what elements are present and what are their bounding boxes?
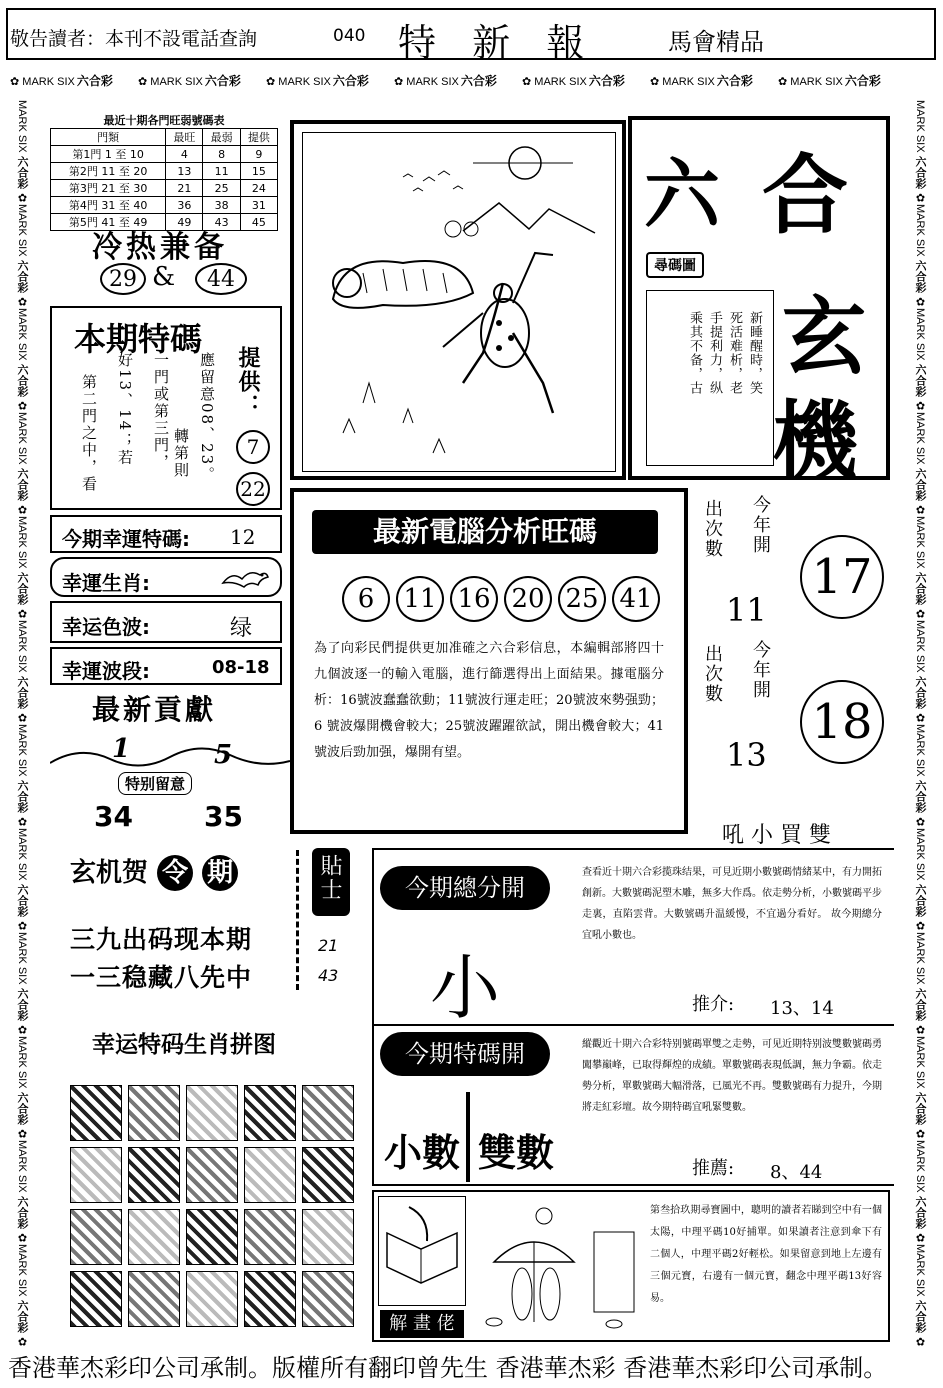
brand-text: MARK SIX bbox=[16, 620, 28, 673]
table-cell: 11 bbox=[203, 163, 240, 180]
brand-logo: ✿ MARK SIX 六合彩 bbox=[778, 74, 881, 88]
tema-paragraph: 縱觀近十期六合彩特别號碼單雙之走勢，可见近期特别波雙數號碼勇闖攀巔峰，已取得輝煌的成績。單數號碼表現低調，無力争霸。依走勢分析，單數號碼大幅滑落，已風光不再。雙數號碼有力提升，今期將走紅彩壇。故今期特碼宜吼緊雙數。 bbox=[582, 1039, 882, 1113]
brand-text: MARK SIX bbox=[16, 516, 28, 569]
brand-text: MARK SIX bbox=[16, 724, 28, 777]
special-provide: 提供： bbox=[235, 346, 260, 418]
liuhe-char-3: 玄 bbox=[782, 287, 867, 386]
brand-text: MARK SIX bbox=[16, 308, 28, 361]
brand-cn: 六合彩 bbox=[204, 74, 241, 88]
brand-cn: 六合彩 bbox=[914, 779, 926, 813]
cold-hot-title: 冷热兼备 bbox=[92, 230, 228, 265]
puzzle-tile bbox=[244, 1209, 296, 1265]
brand-logo: MARK SIX 六合彩 ✿ bbox=[914, 1244, 926, 1349]
lucky-special-label: 今期幸運特碼: bbox=[62, 527, 190, 551]
col-header: 最旺 bbox=[166, 129, 203, 146]
puzzle-tile bbox=[186, 1209, 238, 1265]
brand-text: MARK SIX bbox=[16, 1036, 28, 1089]
brand-cn: 六合彩 bbox=[844, 74, 881, 88]
brand-text: MARK SIX bbox=[406, 76, 459, 88]
brand-logo: ✿ MARK SIX 六合彩 bbox=[522, 74, 625, 88]
puzzle-tile bbox=[302, 1147, 354, 1203]
puzzle-tile bbox=[302, 1271, 354, 1327]
brand-cn: 六合彩 bbox=[914, 1195, 926, 1229]
tema-section bbox=[372, 1026, 894, 1186]
contribution-note: 特别留意 bbox=[118, 772, 192, 795]
total-big: 小 bbox=[430, 947, 500, 1029]
brand-text: MARK SIX bbox=[914, 204, 926, 257]
computer-number: 25 bbox=[558, 576, 606, 622]
brand-text: MARK SIX bbox=[914, 620, 926, 673]
cold-hot-num2 bbox=[195, 263, 247, 295]
computer-number: 41 bbox=[612, 576, 660, 622]
special-col: 轉第則 bbox=[172, 428, 190, 479]
brand-logo: MARK SIX 六合彩 ✿ bbox=[914, 516, 926, 621]
story-illustration bbox=[290, 120, 626, 480]
brand-text: MARK SIX bbox=[150, 76, 203, 88]
brand-text: MARK SIX bbox=[16, 828, 28, 881]
lucky-zodiac-label: 幸運生肖: bbox=[62, 571, 150, 595]
brand-cn: 六合彩 bbox=[914, 987, 926, 1021]
brand-logo: MARK SIX 六合彩 ✿ bbox=[914, 204, 926, 309]
brand-logo: MARK SIX 六合彩 ✿ bbox=[914, 412, 926, 517]
brand-cn: 六合彩 bbox=[914, 571, 926, 605]
brand-cn: 六合彩 bbox=[588, 74, 625, 88]
liuhe-char-1: 六 bbox=[644, 150, 720, 239]
brand-logo: MARK SIX 六合彩 ✿ bbox=[914, 724, 926, 829]
puzzle-tile bbox=[302, 1085, 354, 1141]
puzzle-tile bbox=[186, 1271, 238, 1327]
brand-cn: 六合彩 bbox=[716, 74, 753, 88]
count1-big-text: 17 bbox=[811, 549, 873, 605]
brand-logo: MARK SIX 六合彩 ✿ bbox=[16, 308, 28, 413]
brand-strip-top bbox=[10, 70, 900, 92]
xuanji-line1: 三九出码现本期 bbox=[70, 925, 253, 954]
computer-paragraph: 為了向彩民們提供更加准確之六合彩信息，本編輯部將四十九個波逐一的輸入電腦，進行篩選得出上面結果。據電腦分析：16號波蠢蠢欲動；11號波行運走旺；20號波來勢强勁；6 號波爆開機會較大；25號波躍躍欲試，開出機會較大；41號波后勁加强，爆開有望。 bbox=[314, 641, 664, 760]
header-bar bbox=[6, 8, 936, 65]
computer-number: 11 bbox=[396, 576, 444, 622]
tema-word-2: 雙數 bbox=[478, 1131, 555, 1175]
table-row bbox=[51, 163, 278, 180]
puzzle-tile bbox=[128, 1209, 180, 1265]
header-subtitle: 馬會精品 bbox=[668, 28, 764, 56]
book-illustration bbox=[378, 1196, 466, 1306]
table-row bbox=[51, 146, 278, 163]
lucky-band-label: 幸運波段: bbox=[62, 659, 150, 683]
lucky-special-value: 12 bbox=[230, 525, 256, 549]
dragon-icon bbox=[220, 565, 270, 591]
tip-label: 貼士 bbox=[317, 854, 342, 902]
brand-logo: MARK SIX 六合彩 ✿ bbox=[914, 932, 926, 1037]
brand-cn: 六合彩 bbox=[914, 259, 926, 293]
total-recommend-value: 13、14 bbox=[770, 998, 834, 1019]
page-title: 特 新 報 bbox=[398, 21, 589, 65]
puzzle-tile bbox=[70, 1209, 122, 1265]
brand-cn: 六合彩 bbox=[914, 155, 926, 189]
tema-recommend-label: 推薦: bbox=[692, 1158, 735, 1179]
col-header: 門類 bbox=[51, 129, 166, 146]
table-cell: 45 bbox=[240, 214, 277, 231]
count2-label1: 出次數 bbox=[702, 644, 723, 704]
notice-text: 敬告讀者：本刊不設電話查詢 bbox=[10, 28, 258, 50]
brand-logo: ✿ MARK SIX 六合彩 bbox=[650, 74, 753, 88]
count-box-1 bbox=[700, 495, 900, 635]
special-num2-text: 22 bbox=[240, 477, 266, 501]
table-cell: 第4門 31 至 40 bbox=[51, 197, 166, 214]
lucky-zodiac-row bbox=[50, 557, 282, 597]
special-num1 bbox=[236, 430, 270, 464]
puzzle-title: 幸运特码生肖拼图 bbox=[92, 1032, 276, 1058]
tema-recommend-value: 8、44 bbox=[770, 1162, 823, 1183]
total-label: 今期總分開 bbox=[380, 866, 550, 910]
table-cell: 43 bbox=[203, 214, 240, 231]
brand-text: MARK SIX bbox=[662, 76, 715, 88]
puzzle-tile bbox=[128, 1085, 180, 1141]
brand-logo: MARK SIX 六合彩 ✿ bbox=[914, 1140, 926, 1245]
table-cell: 第2門 11 至 20 bbox=[51, 163, 166, 180]
brand-text: MARK SIX bbox=[16, 204, 28, 257]
table-cell: 25 bbox=[203, 180, 240, 197]
puzzle-tile bbox=[244, 1271, 296, 1327]
contribution-v2: 35 bbox=[204, 800, 243, 833]
brand-text: MARK SIX bbox=[914, 1244, 926, 1297]
small-double-title: 吼 小 買 雙 bbox=[722, 823, 831, 848]
contribution-n2: 5 bbox=[214, 740, 233, 770]
brand-cn: 六合彩 bbox=[332, 74, 369, 88]
total-section bbox=[372, 848, 894, 1029]
puzzle-tile bbox=[186, 1147, 238, 1203]
table-cell: 38 bbox=[203, 197, 240, 214]
puzzle-tile bbox=[244, 1147, 296, 1203]
brand-cn: 六合彩 bbox=[914, 675, 926, 709]
tip-number-2: 43 bbox=[318, 966, 339, 985]
brand-logo: MARK SIX 六合彩 ✿ bbox=[16, 828, 28, 933]
computer-box bbox=[290, 488, 688, 834]
brand-cn: 六合彩 bbox=[16, 1195, 28, 1229]
xuanji-title-b: 令 bbox=[157, 855, 193, 891]
total-paragraph: 查看近十期六合彩揽珠结果，可見近期小數號碼情緒某中，有力開拓創新。大數號碼泥塑木雕，無多大作爲。依走勢分析，小數號碼平步走裏，直陷雲背。大數號碼升温緩慢，不宜過分看好。 故今期總分宜吼小數也。 bbox=[582, 867, 882, 941]
brand-text: MARK SIX bbox=[914, 828, 926, 881]
count2-big bbox=[800, 680, 884, 764]
table-cell: 21 bbox=[166, 180, 203, 197]
puzzle-tile bbox=[70, 1147, 122, 1203]
table-cell: 8 bbox=[203, 146, 240, 163]
brand-cn: 六合彩 bbox=[16, 1299, 28, 1333]
brand-logo: MARK SIX 六合彩 ✿ bbox=[16, 100, 28, 205]
table-row bbox=[51, 197, 278, 214]
brand-logo: MARK SIX 六合彩 ✿ bbox=[16, 724, 28, 829]
computer-title: 最新電腦分析旺碼 bbox=[312, 510, 658, 554]
table-cell: 第5門 41 至 49 bbox=[51, 214, 166, 231]
brand-logo: MARK SIX 六合彩 ✿ bbox=[16, 1244, 28, 1349]
brand-logo: MARK SIX 六合彩 ✿ bbox=[914, 620, 926, 725]
brand-logo: ✿ MARK SIX 六合彩 bbox=[394, 74, 497, 88]
liuhe-char-4: 機 bbox=[772, 391, 858, 492]
special-num1-text: 7 bbox=[246, 435, 260, 459]
count1-big bbox=[800, 535, 884, 619]
xuanji-title-c: 期 bbox=[202, 855, 238, 891]
contribution-v1: 34 bbox=[94, 800, 133, 833]
brand-cn: 六合彩 bbox=[16, 259, 28, 293]
puzzle-grid bbox=[70, 1085, 360, 1345]
brand-logo: MARK SIX 六合彩 ✿ bbox=[16, 1140, 28, 1245]
tip-box bbox=[312, 848, 350, 916]
brand-text: MARK SIX bbox=[16, 412, 28, 465]
brand-text: MARK SIX bbox=[914, 1036, 926, 1089]
brand-logo: MARK SIX 六合彩 ✿ bbox=[914, 308, 926, 413]
brand-text: MARK SIX bbox=[278, 76, 331, 88]
brand-logo: MARK SIX 六合彩 ✿ bbox=[16, 204, 28, 309]
brand-text: MARK SIX bbox=[914, 308, 926, 361]
brand-cn: 六合彩 bbox=[460, 74, 497, 88]
puzzle-tile bbox=[302, 1209, 354, 1265]
table-cell: 24 bbox=[240, 180, 277, 197]
brand-cn: 六合彩 bbox=[914, 363, 926, 397]
brand-strip-left bbox=[10, 100, 36, 1349]
issue-number: 040 bbox=[333, 26, 366, 46]
special-col: 第二門之中，看 bbox=[80, 374, 98, 493]
puzzle-tile bbox=[186, 1085, 238, 1141]
brand-logo: MARK SIX 六合彩 ✿ bbox=[16, 412, 28, 517]
tema-word-1: 小數 bbox=[384, 1131, 461, 1175]
brand-cn: 六合彩 bbox=[16, 571, 28, 605]
brand-logo: MARK SIX 六合彩 ✿ bbox=[16, 1036, 28, 1141]
brand-cn: 六合彩 bbox=[16, 883, 28, 917]
brand-text: MARK SIX bbox=[16, 1244, 28, 1297]
brand-logo: MARK SIX 六合彩 ✿ bbox=[16, 516, 28, 621]
brand-logo: ✿ MARK SIX 六合彩 bbox=[266, 74, 369, 88]
door-table-title: 最近十期各門旺弱號碼表 bbox=[103, 114, 225, 127]
table-cell: 第3門 21 至 30 bbox=[51, 180, 166, 197]
brand-text: MARK SIX bbox=[914, 932, 926, 985]
picture-box bbox=[372, 1190, 890, 1342]
brand-text: MARK SIX bbox=[790, 76, 843, 88]
table-cell: 36 bbox=[166, 197, 203, 214]
brand-text: MARK SIX bbox=[914, 1140, 926, 1193]
brand-text: MARK SIX bbox=[914, 516, 926, 569]
computer-number: 20 bbox=[504, 576, 552, 622]
brand-cn: 六合彩 bbox=[16, 987, 28, 1021]
computer-number: 16 bbox=[450, 576, 498, 622]
brand-cn: 六合彩 bbox=[16, 675, 28, 709]
brand-logo: MARK SIX 六合彩 ✿ bbox=[914, 1036, 926, 1141]
scroll-picture bbox=[646, 290, 774, 466]
table-cell: 15 bbox=[240, 163, 277, 180]
brand-cn: 六合彩 bbox=[914, 1091, 926, 1125]
puzzle-tile bbox=[244, 1085, 296, 1141]
table-cell: 13 bbox=[166, 163, 203, 180]
cold-hot-amp: & bbox=[152, 262, 176, 292]
brand-text: MARK SIX bbox=[22, 76, 75, 88]
brand-text: MARK SIX bbox=[914, 724, 926, 777]
special-num2 bbox=[236, 472, 270, 506]
contribution-n1: 1 bbox=[112, 734, 131, 764]
door-table-header bbox=[51, 129, 278, 146]
brand-logo: MARK SIX 六合彩 ✿ bbox=[16, 932, 28, 1037]
tema-divider bbox=[466, 1092, 470, 1182]
brand-cn: 六合彩 bbox=[914, 467, 926, 501]
brand-cn: 六合彩 bbox=[16, 363, 28, 397]
puzzle-tile bbox=[70, 1085, 122, 1141]
lucky-color-label: 幸运色波: bbox=[62, 615, 150, 639]
count1-times: 11 bbox=[726, 591, 767, 629]
table-row bbox=[51, 180, 278, 197]
scroll-line: 手提利力，纵 bbox=[707, 311, 722, 395]
book-icon bbox=[379, 1197, 465, 1305]
brand-logo: MARK SIX 六合彩 ✿ bbox=[914, 100, 926, 205]
lucky-color-row bbox=[50, 601, 282, 643]
count1-label2: 今年開 bbox=[750, 495, 771, 555]
count-box-2 bbox=[700, 640, 900, 780]
lucky-band-row bbox=[50, 647, 282, 685]
special-title: 本期特碼 bbox=[74, 320, 203, 358]
special-col: 一門或第三門， bbox=[152, 352, 170, 471]
tip-number-1: 21 bbox=[318, 936, 339, 955]
xuanji-dashed-line bbox=[296, 850, 299, 990]
tiger-warrior-illustration bbox=[303, 133, 615, 471]
cold-hot-num1-text: 29 bbox=[109, 266, 137, 292]
brand-logo: MARK SIX 六合彩 ✿ bbox=[16, 620, 28, 725]
table-cell: 9 bbox=[240, 146, 277, 163]
table-cell: 49 bbox=[166, 214, 203, 231]
brand-text: MARK SIX bbox=[16, 1140, 28, 1193]
tema-label: 今期特碼開 bbox=[380, 1032, 550, 1076]
brand-cn: 六合彩 bbox=[16, 779, 28, 813]
wave-decoration bbox=[50, 735, 290, 775]
brand-cn: 六合彩 bbox=[914, 1299, 926, 1333]
scroll-line: 乘其不备，古 bbox=[687, 311, 702, 395]
picture-paragraph: 第叁拾玖期尋寶圖中，聰明的讀者若睇到空中有一個太陽，中理平碼10好捕單。如果讀者注意到傘下有二個人，中理平碼2好輕松。如果留意到地上左邊有三個元寶，右邊有一個元寶，翻念中理平碼13好容易。 bbox=[650, 1205, 882, 1304]
col-header: 提供 bbox=[240, 129, 277, 146]
liuhe-box bbox=[628, 116, 890, 492]
brand-logo: ✿ MARK SIX 六合彩 bbox=[138, 74, 241, 88]
illustration-frame bbox=[302, 132, 616, 472]
door-table bbox=[50, 112, 278, 231]
brand-logo: ✿ MARK SIX 六合彩 bbox=[10, 74, 113, 88]
special-box bbox=[50, 306, 282, 510]
brand-cn: 六合彩 bbox=[16, 1091, 28, 1125]
brand-text: MARK SIX bbox=[534, 76, 587, 88]
puzzle-tile bbox=[128, 1147, 180, 1203]
liuhe-char-2: 合 bbox=[762, 145, 848, 246]
lucky-band-value: 08-18 bbox=[212, 657, 270, 678]
table-cell: 4 bbox=[166, 146, 203, 163]
brand-strip-right bbox=[908, 100, 934, 1349]
count2-label2: 今年開 bbox=[750, 640, 771, 700]
count2-times: 13 bbox=[726, 736, 767, 774]
brand-cn: 六合彩 bbox=[914, 883, 926, 917]
brand-logo: MARK SIX 六合彩 ✿ bbox=[914, 828, 926, 933]
contribution-title: 最新貢獻 bbox=[92, 693, 217, 726]
cold-hot-num1 bbox=[100, 263, 146, 295]
lucky-color-value: 绿 bbox=[230, 616, 253, 641]
brand-cn: 六合彩 bbox=[16, 155, 28, 189]
count1-label1: 出次數 bbox=[702, 499, 723, 559]
picture-label: 解 畫 佬 bbox=[380, 1310, 464, 1338]
scroll-line: 新睡醒時，笑 bbox=[747, 311, 762, 395]
cold-hot-num2-text: 44 bbox=[207, 266, 235, 292]
total-recommend-label: 推介: bbox=[692, 994, 735, 1015]
table-cell: 31 bbox=[240, 197, 277, 214]
umbrella-scene-illustration bbox=[474, 1202, 644, 1336]
col-header: 最弱 bbox=[203, 129, 240, 146]
xuanji-line2: 一三稳藏八先中 bbox=[70, 963, 253, 992]
brand-cn: 六合彩 bbox=[76, 74, 113, 88]
liuhe-seal: 尋碼圖 bbox=[646, 252, 704, 278]
brand-text: MARK SIX bbox=[16, 100, 28, 153]
scroll-line: 死活难析，老 bbox=[727, 311, 742, 395]
brand-cn: 六合彩 bbox=[16, 467, 28, 501]
computer-numbers bbox=[342, 576, 662, 622]
count2-big-text: 18 bbox=[811, 694, 873, 750]
lucky-special-row bbox=[50, 515, 282, 553]
brand-text: MARK SIX bbox=[914, 412, 926, 465]
computer-number: 6 bbox=[342, 576, 390, 622]
puzzle-tile bbox=[128, 1271, 180, 1327]
xuanji-title-a: 玄机贺 bbox=[70, 858, 149, 888]
brand-text: MARK SIX bbox=[914, 100, 926, 153]
special-col: 應留意08、23。 bbox=[198, 352, 216, 484]
brand-text: MARK SIX bbox=[16, 932, 28, 985]
footer-text: 香港華杰彩印公司承制。版權所有翻印曾先生 香港華杰彩 香港華杰彩印公司承制。 bbox=[8, 1354, 888, 1382]
puzzle-tile bbox=[70, 1271, 122, 1327]
table-cell: 第1門 1 至 10 bbox=[51, 146, 166, 163]
special-col: 好13、14；若 bbox=[116, 352, 134, 467]
xuanji-title bbox=[70, 852, 238, 891]
